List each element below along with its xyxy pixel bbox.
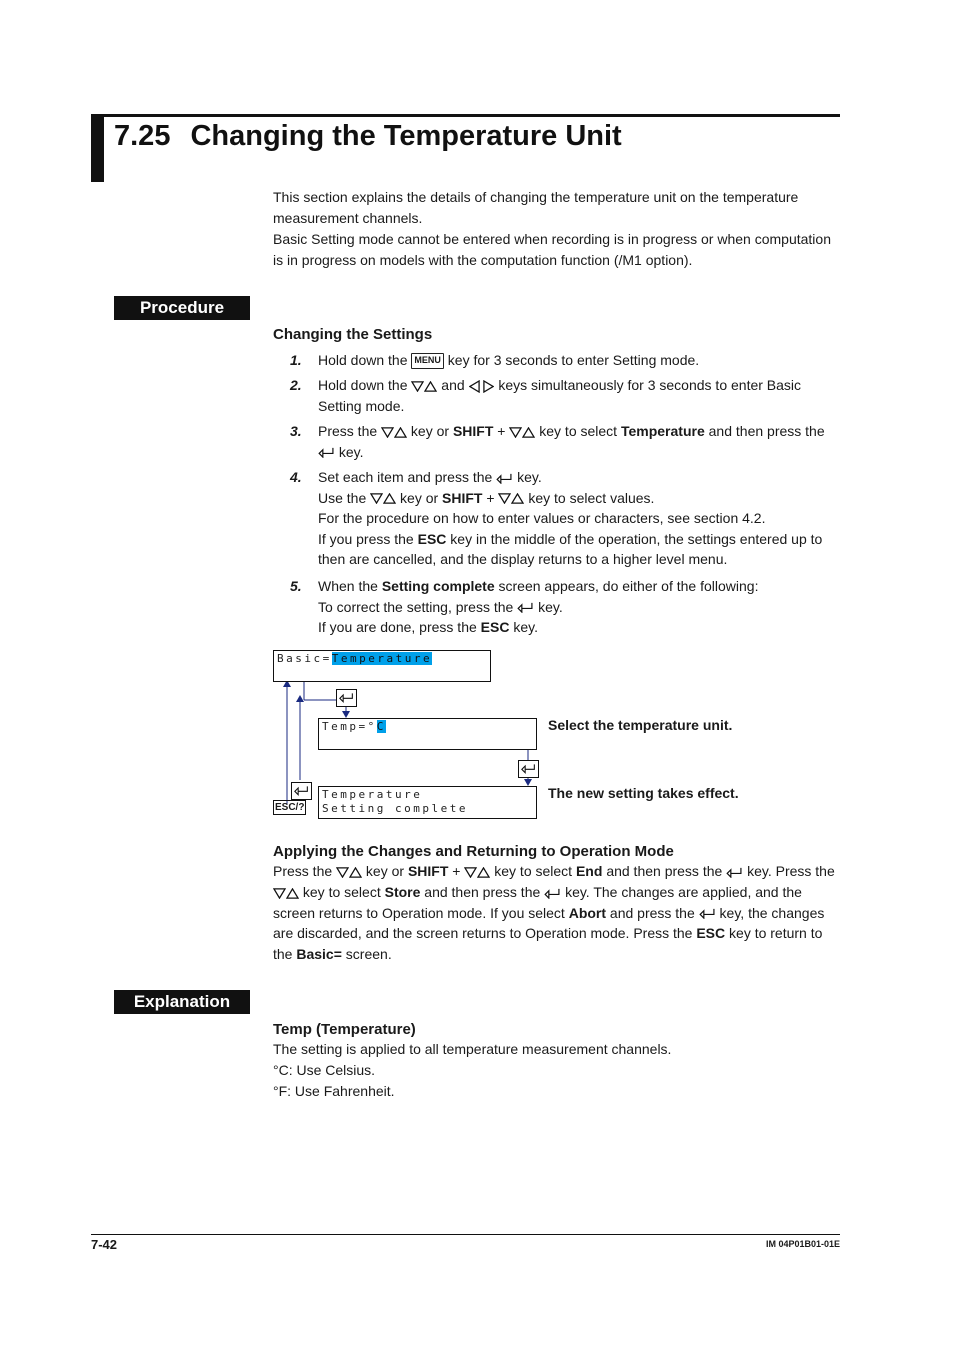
shift-key-label: SHIFT: [442, 489, 483, 506]
abort-label: Abort: [568, 904, 607, 921]
body-text: key to select: [494, 863, 573, 879]
enter-key-icon: [496, 473, 513, 484]
up-arrow-icon: [286, 888, 299, 899]
enter-key-icon: [318, 447, 335, 458]
down-arrow-icon: [336, 867, 349, 878]
section-number: 7.25: [114, 120, 171, 152]
left-arrow-icon: [469, 380, 480, 393]
body-text: screen.: [345, 946, 392, 963]
step-text: and: [441, 377, 465, 393]
step-text: Hold down the: [318, 377, 408, 393]
lcd-basic-screen: [273, 650, 491, 682]
body-text: key to select: [302, 883, 381, 900]
lcd-text: Setting complete: [322, 802, 468, 815]
up-arrow-icon: [477, 867, 490, 878]
step-text: key to select values.: [528, 489, 655, 506]
caption-select-unit: Select the temperature unit.: [548, 717, 733, 733]
body-text: key or: [365, 863, 405, 879]
step-text: key.: [338, 443, 364, 460]
intro-paragraph-1: This section explains the details of changing the temperature unit on the temperature measurement channels.: [273, 189, 799, 226]
step-5: [273, 576, 843, 638]
step-text: key.: [517, 469, 542, 485]
enter-key-button: [336, 689, 357, 707]
title-rule: [103, 114, 840, 117]
lcd-text: Basic=: [277, 652, 332, 665]
step-text: key or: [410, 423, 450, 439]
down-arrow-icon: [464, 867, 477, 878]
down-arrow-icon: [273, 888, 286, 899]
enter-key-icon: [337, 690, 356, 706]
body-text: and press the: [609, 904, 695, 921]
up-arrow-icon: [511, 493, 524, 504]
step-text: Set each item and press the: [318, 469, 493, 485]
step-number: 4.: [290, 469, 302, 485]
footer-rule: [91, 1234, 840, 1235]
step-number: 3.: [290, 423, 302, 439]
step-text: key in the middle of the operation, the settings entered up to then are cancelled, and the display returns to a higher level menu.: [318, 530, 823, 568]
plus-sign: +: [486, 489, 495, 506]
enter-key-button: [291, 782, 312, 800]
page-number: 7-42: [91, 1237, 118, 1252]
step-text: screen appears, do either of the following:: [498, 578, 759, 594]
step-2: [273, 375, 843, 416]
step-number: 5.: [290, 578, 302, 594]
esc-key-label: ESC: [696, 925, 726, 942]
shift-key-label: SHIFT: [407, 863, 449, 879]
temperature-label: Temperature: [620, 423, 705, 439]
enter-key-icon: [292, 783, 311, 799]
lcd-complete-screen: [318, 786, 537, 819]
changing-settings-heading: Changing the Settings: [273, 326, 433, 343]
enter-key-icon: [517, 602, 534, 613]
document-id: IM 04P01B01-01E: [765, 1239, 840, 1249]
esc-key-label: ESC: [417, 530, 447, 547]
step-3: [273, 421, 843, 462]
body-text: key. The changes are applied, and the screen returns to Operation mode. If you select: [273, 883, 802, 921]
shift-key-label: SHIFT: [452, 423, 494, 439]
step-text: key to select: [539, 423, 618, 439]
step-text: If you are done, press the: [318, 619, 477, 636]
step-text: key.: [538, 598, 563, 615]
enter-key-icon: [544, 888, 561, 899]
up-arrow-icon: [424, 381, 437, 392]
enter-key-button: [518, 760, 539, 778]
enter-key-icon: [519, 761, 538, 777]
right-arrow-icon: [483, 380, 494, 393]
lcd-text: Temperature: [322, 788, 423, 801]
up-arrow-icon: [394, 427, 407, 438]
body-text: key, the changes are discarded, and the screen returns to Operation mode. Press the: [273, 904, 825, 942]
basic-screen-label: Basic=: [296, 946, 342, 963]
step-text: key or: [400, 489, 439, 506]
explanation-line: The setting is applied to all temperature measurement channels.: [273, 1041, 672, 1057]
esc-key-box: ESC/?: [275, 802, 305, 813]
step-4: [273, 467, 843, 570]
esc-key-label: ESC: [480, 619, 510, 636]
step-text: key.: [513, 619, 538, 636]
caption-setting-effect: The new setting takes effect.: [548, 785, 739, 801]
enter-key-icon: [726, 867, 743, 878]
step-text: Use the: [318, 489, 367, 506]
body-text: Press the: [273, 863, 333, 879]
section-title: Changing the Temperature Unit: [190, 120, 622, 152]
step-text: key for 3 seconds to enter Setting mode.: [447, 352, 700, 368]
enter-key-icon: [699, 908, 716, 919]
body-text: and then press the: [424, 883, 541, 900]
step-text: For the procedure on how to enter values or characters, see section 4.2.: [318, 510, 766, 527]
applying-heading: Applying the Changes and Returning to Operation Mode: [273, 843, 674, 860]
down-arrow-icon: [509, 427, 522, 438]
step-number: 2.: [290, 377, 302, 393]
title-bar-marker: [91, 114, 104, 182]
down-arrow-icon: [370, 493, 383, 504]
explanation-tag: Explanation: [114, 990, 250, 1014]
intro-paragraph-2: Basic Setting mode cannot be entered when recording is in progress or when computation is in progress on models with the computation function (/M1 option).: [273, 231, 831, 268]
setting-complete-label: Setting complete: [381, 578, 495, 594]
body-text: and then press the: [606, 863, 723, 879]
lcd-highlight: C: [376, 720, 386, 733]
explanation-body: [273, 1039, 843, 1101]
lcd-text: Temp=°: [322, 720, 377, 733]
end-label: End: [575, 863, 603, 879]
step-text: When the: [318, 578, 378, 594]
procedure-tag: Procedure: [114, 296, 250, 320]
temp-heading: Temp (Temperature): [273, 1021, 416, 1038]
down-arrow-icon: [381, 427, 394, 438]
explanation-line: °C: Use Celsius.: [273, 1061, 376, 1078]
applying-paragraph: [273, 861, 843, 965]
down-arrow-icon: [411, 381, 424, 392]
down-arrow-icon: [498, 493, 511, 504]
plus-sign: +: [497, 423, 506, 439]
step-text: To correct the setting, press the: [318, 598, 514, 615]
up-arrow-icon: [522, 427, 535, 438]
step-text: If you press the: [318, 530, 414, 547]
step-text: Press the: [318, 423, 378, 439]
explanation-line: °F: Use Fahrenheit.: [273, 1082, 395, 1099]
step-text: keys simultaneously for 3 seconds to enter Basic Setting mode.: [318, 377, 802, 414]
menu-key-icon: MENU: [411, 353, 444, 369]
step-number: 1.: [290, 352, 302, 368]
up-arrow-icon: [383, 493, 396, 504]
store-label: Store: [384, 883, 421, 900]
body-text: key. Press the: [747, 863, 835, 879]
lcd-temp-screen: [318, 718, 537, 750]
up-arrow-icon: [349, 867, 362, 878]
step-1: [273, 350, 843, 371]
step-text: and then press the: [708, 423, 825, 439]
plus-sign: +: [452, 863, 461, 879]
page-title: [114, 120, 622, 153]
step-text: Hold down the: [318, 352, 408, 368]
body-text: key to return to the: [273, 925, 823, 963]
lcd-highlight: Temperature: [331, 652, 433, 665]
